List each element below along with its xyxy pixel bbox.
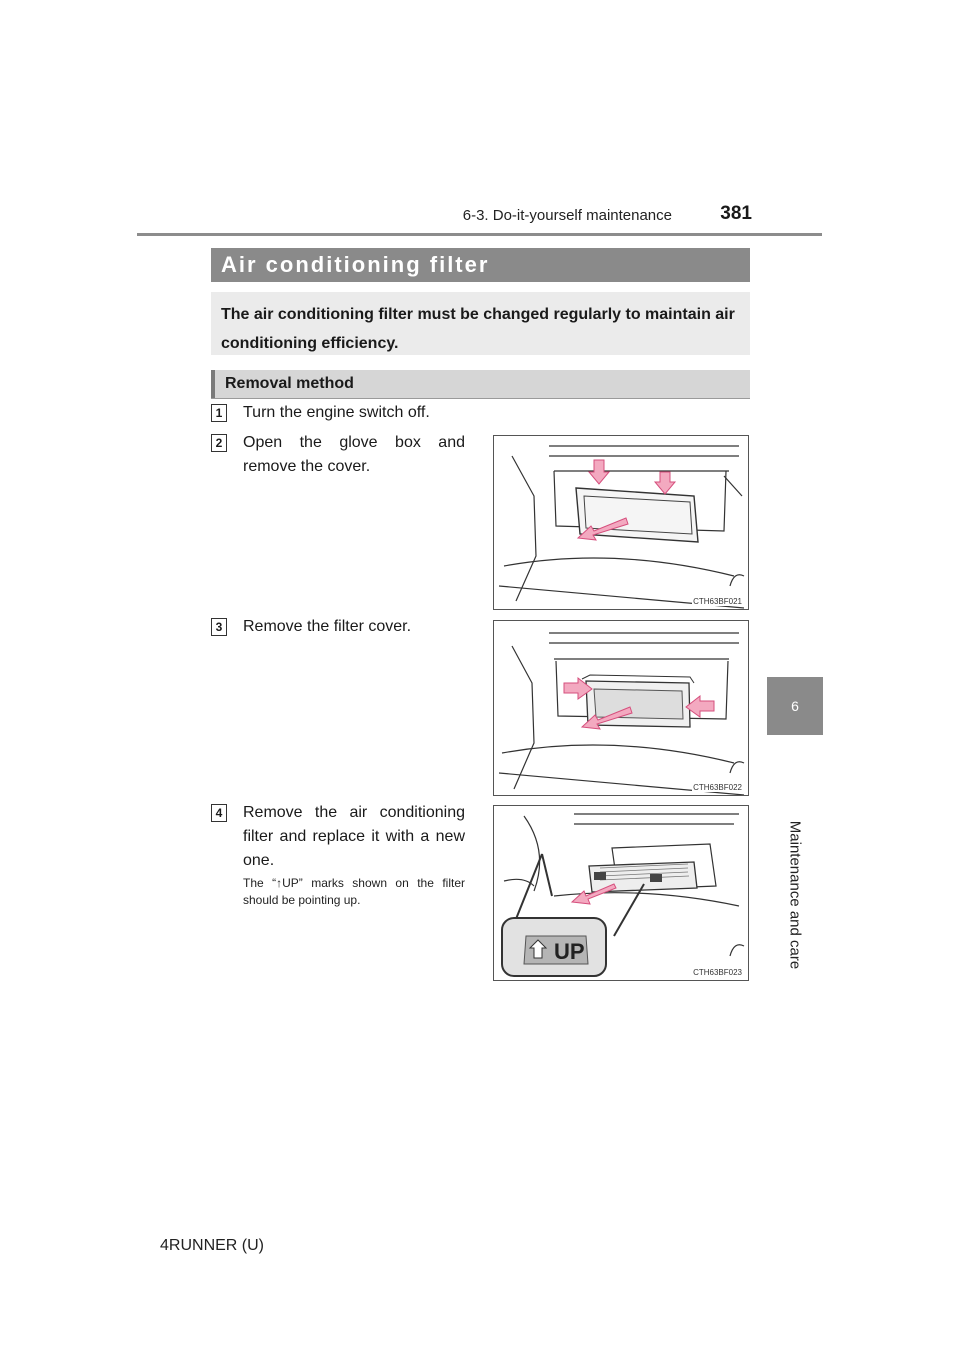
header-rule — [137, 233, 822, 236]
step-4-text: Remove the air conditioning filter and replace it with a new one. — [243, 804, 465, 869]
replace-filter-illustration — [494, 806, 749, 981]
figure-replace-filter — [493, 805, 749, 981]
subheading: Removal method — [211, 370, 750, 398]
step-4-number: 4 — [211, 804, 227, 822]
figure-glove-box-cover — [493, 435, 749, 610]
up-callout-label: UP — [554, 939, 585, 964]
figure-filter-cover — [493, 620, 749, 796]
header-section-label: 6-3. Do-it-yourself maintenance — [462, 207, 672, 224]
step-2-text: Open the glove box and remove the cover. — [243, 434, 465, 475]
step-1-text: Turn the engine switch off. — [243, 404, 430, 421]
subheading-rule — [211, 398, 750, 399]
chapter-title — [767, 735, 823, 1055]
figure-3-code: CTH63BF023 — [693, 968, 742, 977]
footer-model: 4RUNNER (U) — [160, 1237, 264, 1254]
intro-box: The air conditioning filter must be changed regularly to maintain air conditioning efficiency. — [211, 292, 750, 355]
step-3-number: 3 — [211, 618, 227, 636]
glove-box-illustration — [494, 436, 749, 610]
step-4-note: The “↑UP” marks shown on the filter should be pointing up. — [243, 876, 465, 907]
section-title: Air conditioning filter — [211, 248, 750, 282]
chapter-tab: 6 — [767, 677, 823, 735]
figure-2-code: CTH63BF022 — [693, 783, 742, 792]
chapter-title-text: Maintenance and care — [786, 820, 804, 970]
page-number: 381 — [720, 203, 752, 224]
step-1-number: 1 — [211, 404, 227, 422]
figure-1-code: CTH63BF021 — [693, 597, 742, 606]
filter-cover-illustration — [494, 621, 749, 796]
step-2-number: 2 — [211, 434, 227, 452]
step-3-text: Remove the filter cover. — [243, 618, 412, 635]
